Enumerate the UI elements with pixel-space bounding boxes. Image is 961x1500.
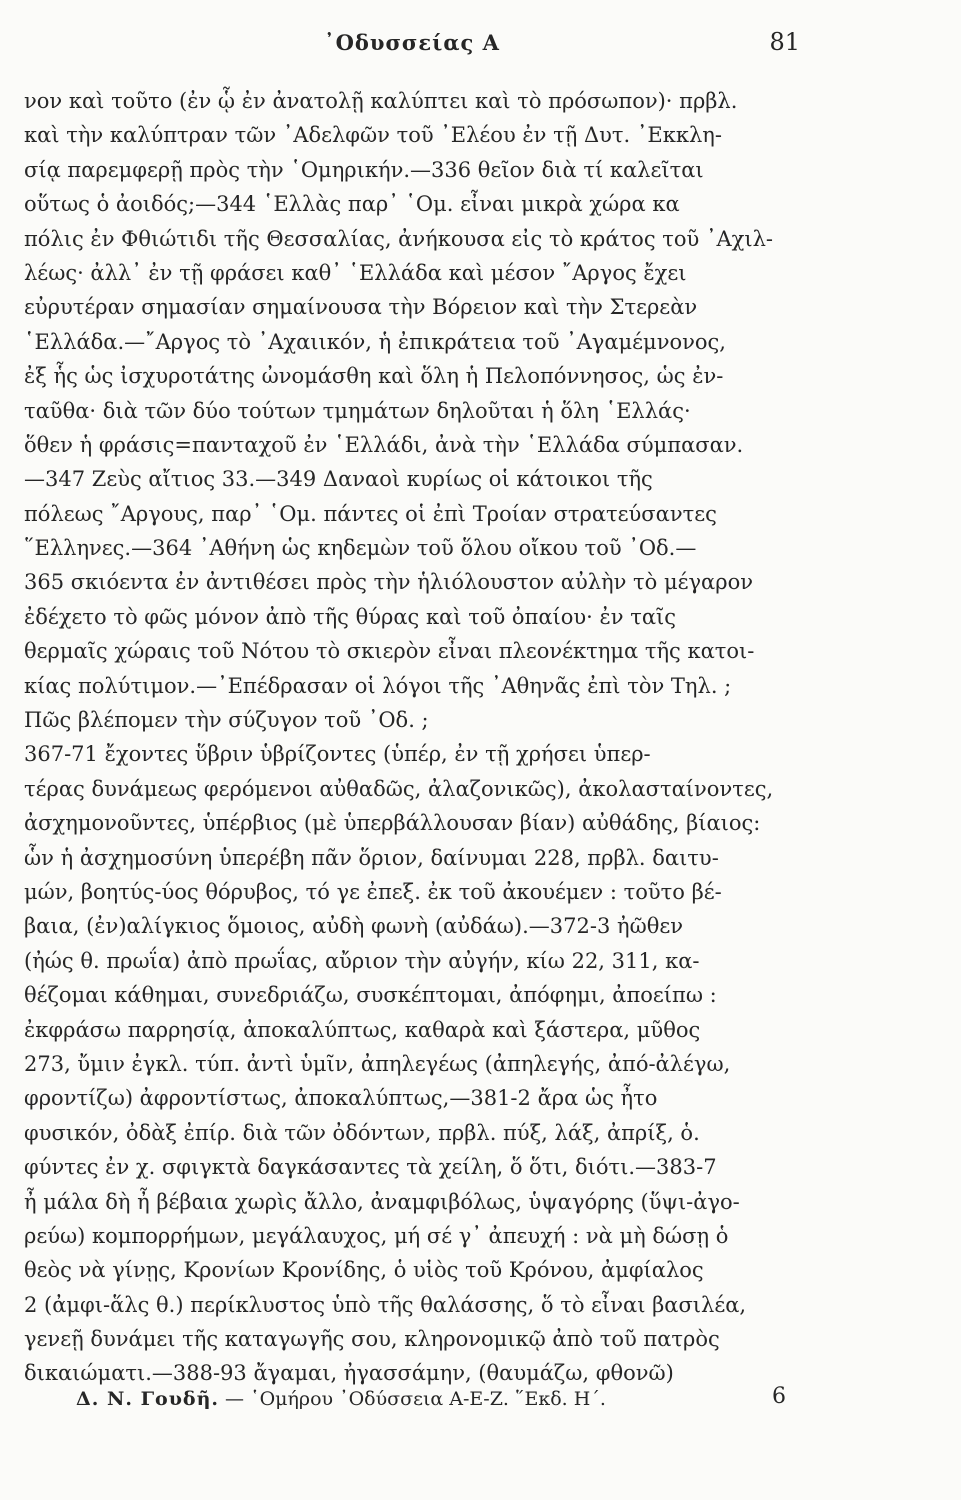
- text-line: 273, ὔμιν ἐγκλ. τύπ. ἀντὶ ὑμῖν, ἀπηλεγέως (ἀπηλεγής, ἀπό-ἀλέγω,: [24, 1051, 731, 1076]
- text-line: ῞Ελληνες.—364 ᾿Αθήνη ὡς κηδεμὼν τοῦ ὅλου οἴκου τοῦ ᾿Οδ.—: [24, 536, 697, 561]
- text-line: βαια, (ἐν)αλίγκιος ὅμοιος, αὐδὴ φωνὴ (αὐδάω).—372-3 ἠῶθεν: [24, 914, 684, 939]
- text-line: φροντίζω) ἀφροντίστως, ἀποκαλύπτως,—381-2 ἄρα ὡς ἦτο: [24, 1086, 658, 1111]
- text-line: 2 (ἀμφι-ἅλς θ.) περίκλυστος ὑπὸ τῆς θαλάσσης, ὅ τὸ εἶναι βασιλέα,: [24, 1292, 747, 1317]
- running-title: ᾿Οδυσσείας Α: [324, 30, 500, 55]
- text-line: ῾Ελλάδα.—῎Αργος τὸ ᾿Αχαιικόν, ἡ ἐπικράτεια τοῦ ᾿Αγαμέμνονος,: [24, 329, 726, 354]
- text-line: φυσικόν, ὀδὰξ ἐπίρ. διὰ τῶν ὀδόντων, πρβλ. πύξ, λάξ, ἀπρίξ, ὁ.: [24, 1120, 700, 1145]
- footer-edition: — ῾Ομήρου ᾿Οδύσσεια Α-Ε-Ζ. ῞Εκδ. Η΄.: [219, 1388, 606, 1410]
- page-number: 81: [769, 28, 800, 56]
- text-line: θερμαῖς χώραις τοῦ Νότου τὸ σκιερὸν εἶναι πλεονέκτημα τῆς κατοι-: [24, 639, 755, 664]
- text-line: ἀσχημονοῦντες, ὑπέρβιος (μὲ ὑπερβάλλουσαν βίαν) αὐθάδης, βίαιος:: [24, 811, 761, 836]
- text-line: οὕτως ὁ ἀοιδός;—344 ῾Ελλὰς παρ᾿ ῾Ομ. εἶναι μικρὰ χώρα κα: [24, 192, 680, 217]
- text-line: θέζομαι κάθημαι, συνεδριάζω, συσκέπτομαι, ἀπόφημι, ἀποείπω :: [24, 983, 717, 1008]
- text-line: κίας πολύτιμον.—᾿Επέδρασαν οἱ λόγοι τῆς ᾿Αθηνᾶς ἐπὶ τὸν Τηλ. ;: [24, 673, 732, 698]
- commentary-text: [24, 84, 800, 1391]
- text-line: ἦ μάλα δὴ ἦ βέβαια χωρὶς ἄλλο, ἀναμφιβόλως, ὑψαγόρης (ὕψι-ἀγο-: [24, 1189, 740, 1214]
- text-line: ὧν ἡ ἀσχημοσύνη ὑπερέβη πᾶν ὅριον, δαίνυμαι 228, πρβλ. δαιτυ-: [24, 845, 719, 870]
- page-header: [24, 30, 800, 64]
- printer-signature: 6: [772, 1384, 786, 1409]
- text-line: σίᾳ παρεμφερῇ πρὸς τὴν ῾Ομηρικήν.—336 θεῖον διὰ τί καλεῖται: [24, 157, 704, 182]
- footer-author: Δ. Ν. Γουδῆ.: [76, 1388, 220, 1410]
- page-footer: [76, 1384, 786, 1418]
- text-line: ὅθεν ἡ φράσις=πανταχοῦ ἐν ῾Ελλάδι, ἀνὰ τὴν ῾Ελλάδα σύμπασαν.: [24, 432, 744, 457]
- text-line: 365 σκιόεντα ἐν ἀντιθέσει πρὸς τὴν ἡλιόλουστον αὐλὴν τὸ μέγαρον: [24, 570, 753, 595]
- text-line: ἐξ ἧς ὡς ἰσχυροτάτης ὠνομάσθη καὶ ὅλη ἡ Πελοπόννησος, ὡς ἐν-: [24, 364, 724, 389]
- text-line: καὶ τὴν καλύπτραν τῶν ᾿Αδελφῶν τοῦ ᾿Ελέου ἐν τῇ Δυτ. ᾿Εκκλη-: [24, 123, 722, 148]
- text-line: ταῦθα· διὰ τῶν δύο τούτων τμημάτων δηλοῦται ἡ ὅλη ῾Ελλάς·: [24, 398, 691, 423]
- text-line: ἐκφράσω παρρησίᾳ, ἀποκαλύπτως, καθαρὰ καὶ ξάστερα, μῦθος: [24, 1017, 701, 1042]
- text-line: δικαιώματι.—388-93 ἄγαμαι, ἠγασσάμην, (θαυμάζω, φθονῶ): [24, 1361, 674, 1386]
- text-line: πόλις ἐν Φθιώτιδι τῆς Θεσσαλίας, ἀνήκουσα εἰς τὸ κράτος τοῦ ᾿Αχιλ-: [24, 226, 773, 251]
- footer-citation: [76, 1388, 606, 1410]
- text-line: νον καὶ τοῦτο (ἐν ᾧ ἐν ἀνατολῇ καλύπτει καὶ τὸ πρόσωπον)· πρβλ.: [24, 89, 738, 113]
- text-line: θεὸς νὰ γίνῃς, Κρονίων Κρονίδης, ὁ υἱὸς τοῦ Κρόνου, ἀμφίαλος: [24, 1258, 704, 1283]
- text-line: —347 Ζεὺς αἴτιος 33.—349 Δαναοὶ κυρίως οἱ κάτοικοι τῆς: [24, 467, 653, 492]
- text-line: μών, βοητύς-ύος θόρυβος, τό γε ἐπεξ. ἐκ τοῦ ἀκουέμεν : τοῦτο βέ-: [24, 879, 722, 904]
- text-line: ἐδέχετο τὸ φῶς μόνον ἀπὸ τῆς θύρας καὶ τοῦ ὀπαίου· ἐν ταῖς: [24, 604, 677, 629]
- text-line: τέρας δυνάμεως φερόμενοι αὐθαδῶς, ἀλαζονικῶς), ἀκολασταίνοντες,: [24, 776, 774, 801]
- text-line: Πῶς βλέπομεν τὴν σύζυγον τοῦ ᾿Οδ. ;: [24, 708, 429, 733]
- text-line: (ἠώς θ. πρωΐα) ἀπὸ πρωΐας, αὔριον τὴν αὐγήν, κίω 22, 311, κα-: [24, 948, 700, 973]
- text-line: γενεῇ δυνάμει τῆς καταγωγῆς σου, κληρονομικῷ ἀπὸ τοῦ πατρὸς: [24, 1327, 720, 1352]
- text-line: ρεύω) κομπορρήμων, μεγάλαυχος, μή σέ γ᾿ ἀπευχή : νὰ μὴ δώσῃ ὁ: [24, 1223, 729, 1248]
- text-line: πόλεως ῎Αργους, παρ᾿ ῾Ομ. πάντες οἱ ἐπὶ Τροίαν στρατεύσαντες: [24, 501, 717, 526]
- text-line: 367-71 ἔχοντες ὕβριν ὑβρίζοντες (ὑπέρ, ἐν τῇ χρήσει ὑπερ-: [24, 742, 651, 767]
- text-line: εὐρυτέραν σημασίαν σημαίνουσα τὴν Βόρειον καὶ τὴν Στερεὰν: [24, 295, 698, 320]
- text-line: λέως· ἀλλ᾿ ἐν τῇ φράσει καθ᾿ ῾Ελλάδα καὶ μέσον ῎Αργος ἔχει: [24, 260, 687, 285]
- text-line: φύντες ἐν χ. σφιγκτὰ δαγκάσαντες τὰ χείλη, ὅ ὅτι, διότι.—383-7: [24, 1155, 717, 1180]
